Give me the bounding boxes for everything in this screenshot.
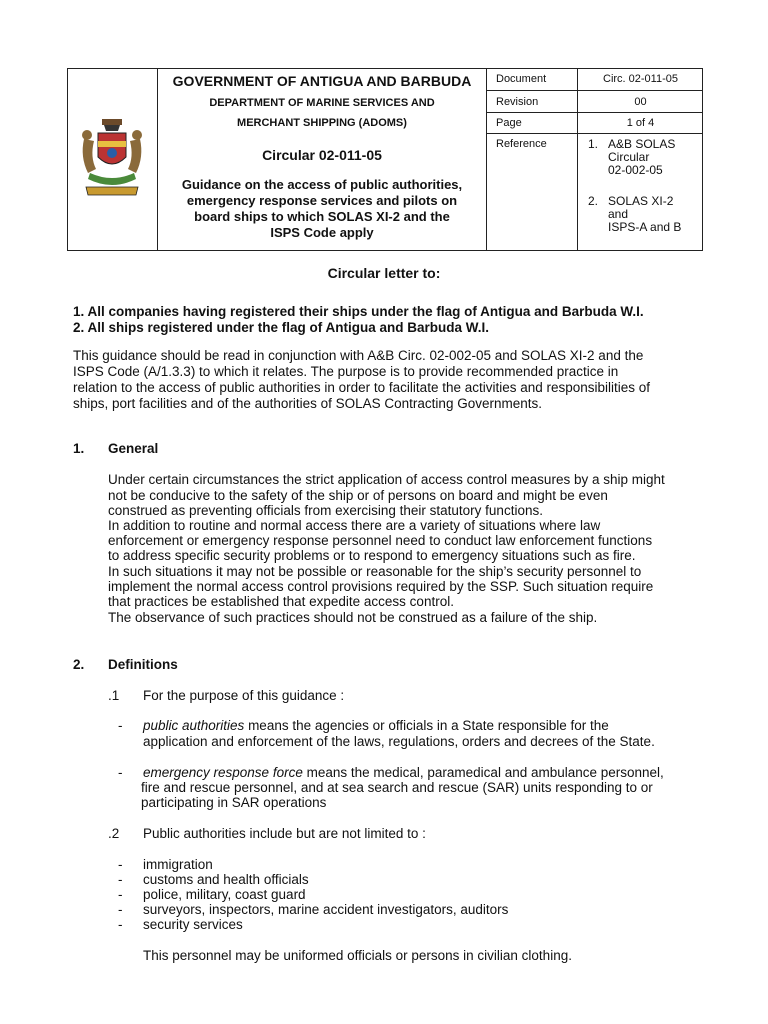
list-dash: - xyxy=(118,857,123,872)
general-line: to address specific security problems or to respond to emergency situations such as fire. xyxy=(108,548,636,563)
addressee-2: 2. All ships registered under the flag of Antigua and Barbuda W.I. xyxy=(73,320,490,335)
section-1-title: General xyxy=(108,441,159,456)
definition-line: fire and rescue personnel, and at sea search and rescue (SAR) units responding to or xyxy=(141,780,653,795)
list-dash: - xyxy=(118,765,123,780)
reference-line: and xyxy=(608,207,629,221)
general-line: not be conducive to the safety of the ship or of persons on board and might be even xyxy=(108,488,608,503)
intro-line: ships, port facilities and of the authorities of SOLAS Contracting Governments. xyxy=(73,396,542,411)
page-value: 1 of 4 xyxy=(626,117,655,129)
list-dash: - xyxy=(118,872,123,887)
list-dash: - xyxy=(118,902,123,917)
section-2-title: Definitions xyxy=(108,657,178,672)
general-line: that practices be established that expedite access control. xyxy=(108,594,454,609)
divider xyxy=(486,133,702,134)
subject-line: Guidance on the access of public authorities, xyxy=(181,177,463,192)
merchant-shipping: MERCHANT SHIPPING (ADOMS) xyxy=(237,117,407,129)
department-name: DEPARTMENT OF MARINE SERVICES AND xyxy=(209,97,435,109)
definition-text: means the medical, paramedical and ambulance personnel, xyxy=(302,765,664,780)
divider xyxy=(486,90,702,91)
header-table xyxy=(67,68,703,251)
subject-line: ISPS Code apply xyxy=(270,225,374,240)
circular-number: Circular 02-011-05 xyxy=(262,147,382,163)
government-title: GOVERNMENT OF ANTIGUA AND BARBUDA xyxy=(172,73,472,89)
section-1-number: 1. xyxy=(73,441,85,456)
circular-letter-heading: Circular letter to: xyxy=(327,265,441,281)
list-item: police, military, coast guard xyxy=(143,887,306,902)
reference-num: 2. xyxy=(588,194,599,208)
subject-line: emergency response services and pilots on xyxy=(186,193,458,208)
general-line: In such situations it may not be possible or reasonable for the ship’s security personnel to xyxy=(108,564,642,579)
definition-term: public authorities xyxy=(143,718,245,733)
revision-label: Revision xyxy=(496,96,539,108)
general-line: implement the normal access control provisions required by the SSP. Such situation require xyxy=(108,579,654,594)
reference-item xyxy=(608,138,675,177)
definition-line xyxy=(143,718,609,733)
definition-line: application and enforcement of the laws, regulations, orders and decrees of the State. xyxy=(143,734,655,749)
divider xyxy=(486,112,702,113)
general-line: In addition to routine and normal access there are a variety of situations where law xyxy=(108,518,601,533)
page-label: Page xyxy=(496,117,522,129)
definition-line xyxy=(143,765,664,780)
general-line: enforcement or emergency response personnel need to conduct law enforcement functions xyxy=(108,533,653,548)
intro-line: ISPS Code (A/1.3.3) to which it relates. The purpose is to provide recommended practice in xyxy=(73,364,619,379)
reference-line: Circular xyxy=(608,150,650,164)
list-dash: - xyxy=(118,718,123,733)
general-line: Under certain circumstances the strict application of access control measures by a ship might xyxy=(108,472,665,487)
reference-line: A&B SOLAS xyxy=(608,137,676,151)
definition-term: emergency response force xyxy=(143,765,303,780)
list-item: security services xyxy=(143,917,243,932)
intro-line: This guidance should be read in conjunction with A&B Circ. 02-002-05 and SOLAS XI-2 and the xyxy=(73,348,644,363)
section-2-number: 2. xyxy=(73,657,85,672)
clause-number: .2 xyxy=(108,826,120,841)
clause-text: For the purpose of this guidance : xyxy=(143,688,345,703)
definition-text: means the agencies or officials in a State responsible for the xyxy=(244,718,609,733)
document-value: Circ. 02-011-05 xyxy=(603,73,678,85)
reference-item xyxy=(608,195,681,234)
general-line: The observance of such practices should not be construed as a failure of the ship. xyxy=(108,610,598,625)
definition-line: participating in SAR operations xyxy=(141,795,327,810)
list-item: customs and health officials xyxy=(143,872,309,887)
coat-of-arms-icon xyxy=(76,117,148,199)
reference-num: 1. xyxy=(588,137,599,151)
general-line: construed as preventing officials from exercising their statutory functions. xyxy=(108,503,543,518)
revision-value: 00 xyxy=(634,96,647,108)
reference-label: Reference xyxy=(496,138,547,150)
subject-line: board ships to which SOLAS XI-2 and the xyxy=(194,209,450,224)
list-item: immigration xyxy=(143,857,213,872)
list-dash: - xyxy=(118,887,123,902)
list-dash: - xyxy=(118,917,123,932)
intro-line: relation to the access of public authorities in order to facilitate the activities and responsibilities of xyxy=(73,380,651,395)
reference-line: SOLAS XI-2 xyxy=(608,194,674,208)
list-item: surveyors, inspectors, marine accident investigators, auditors xyxy=(143,902,509,917)
reference-line: 02-002-05 xyxy=(608,163,663,177)
document-label: Document xyxy=(496,73,547,85)
divider xyxy=(486,69,487,250)
addressee-1: 1. All companies having registered their ships under the flag of Antigua and Barbuda W.I. xyxy=(73,304,644,319)
clause-text: Public authorities include but are not limited to : xyxy=(143,826,426,841)
circular-subject xyxy=(158,177,486,241)
reference-line: ISPS-A and B xyxy=(608,220,682,234)
clause-number: .1 xyxy=(108,688,120,703)
closing-line: This personnel may be uniformed officials or persons in civilian clothing. xyxy=(143,948,572,963)
